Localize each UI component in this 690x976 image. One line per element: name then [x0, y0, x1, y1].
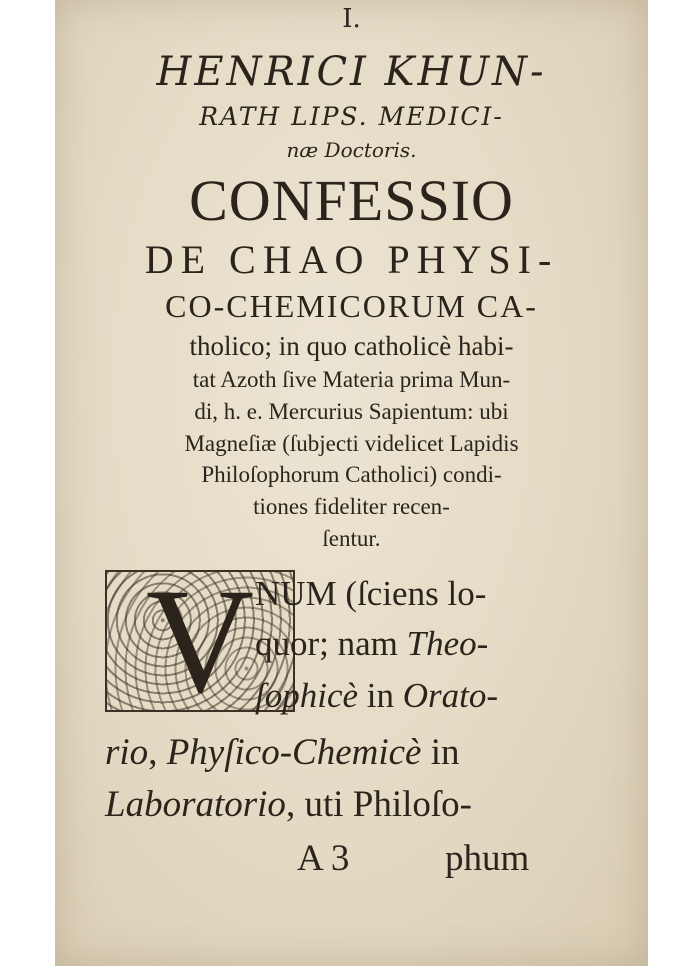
- text-line: [255, 626, 488, 661]
- page-title: CONFESSIO: [189, 168, 514, 233]
- text-segment: quor; nam: [255, 624, 407, 663]
- signature-mark: A 3: [297, 838, 350, 879]
- italic-segment: Laboratorio: [105, 784, 286, 825]
- text-line: [255, 678, 498, 713]
- book-page: [55, 0, 648, 966]
- text-segment: NUM (ſciens lo-: [255, 574, 487, 613]
- text-segment: ,: [148, 732, 167, 773]
- author-line-1: HENRICI KHUN-: [156, 49, 547, 95]
- body-line: tiones fideliter recen-: [253, 494, 450, 519]
- catchword: phum: [445, 838, 530, 879]
- author-line-3: næ Doctoris.: [286, 138, 417, 162]
- text-segment: , uti Philoſo-: [285, 784, 472, 825]
- initial-letter: V: [145, 558, 255, 724]
- text-segment: in: [358, 676, 403, 715]
- body-line: Magneſiæ (ſubjecti videlicet Lapidis: [184, 431, 519, 456]
- subtitle-line-1: DE CHAO PHYSI-: [144, 237, 559, 282]
- text-line: [255, 576, 486, 611]
- subtitle-line-2: CO-CHEMICORUM CA-: [165, 288, 538, 324]
- body-line: tat Azoth ſive Materia prima Mun-: [192, 367, 511, 392]
- body-line: ſentur.: [322, 526, 381, 551]
- text-segment: in: [421, 732, 460, 773]
- body-line: Philoſophorum Catholici) condi-: [201, 462, 502, 487]
- text-line: [105, 786, 472, 823]
- body-line: tholico; in quo catholicè habi-: [189, 331, 514, 361]
- text-line: [105, 734, 460, 771]
- italic-segment: Orato-: [402, 676, 499, 715]
- body-line: di, h. e. Mercurius Sapientum: ubi: [194, 399, 509, 424]
- italic-segment: Phyſico-Chemicè: [166, 732, 422, 773]
- italic-segment: Theo-: [406, 624, 489, 663]
- italic-segment: rio: [105, 732, 149, 773]
- author-line-2: RATH LIPS. MEDICI-: [199, 102, 504, 131]
- italic-segment: ſophicè: [255, 676, 359, 715]
- folio-number: I.: [342, 4, 361, 34]
